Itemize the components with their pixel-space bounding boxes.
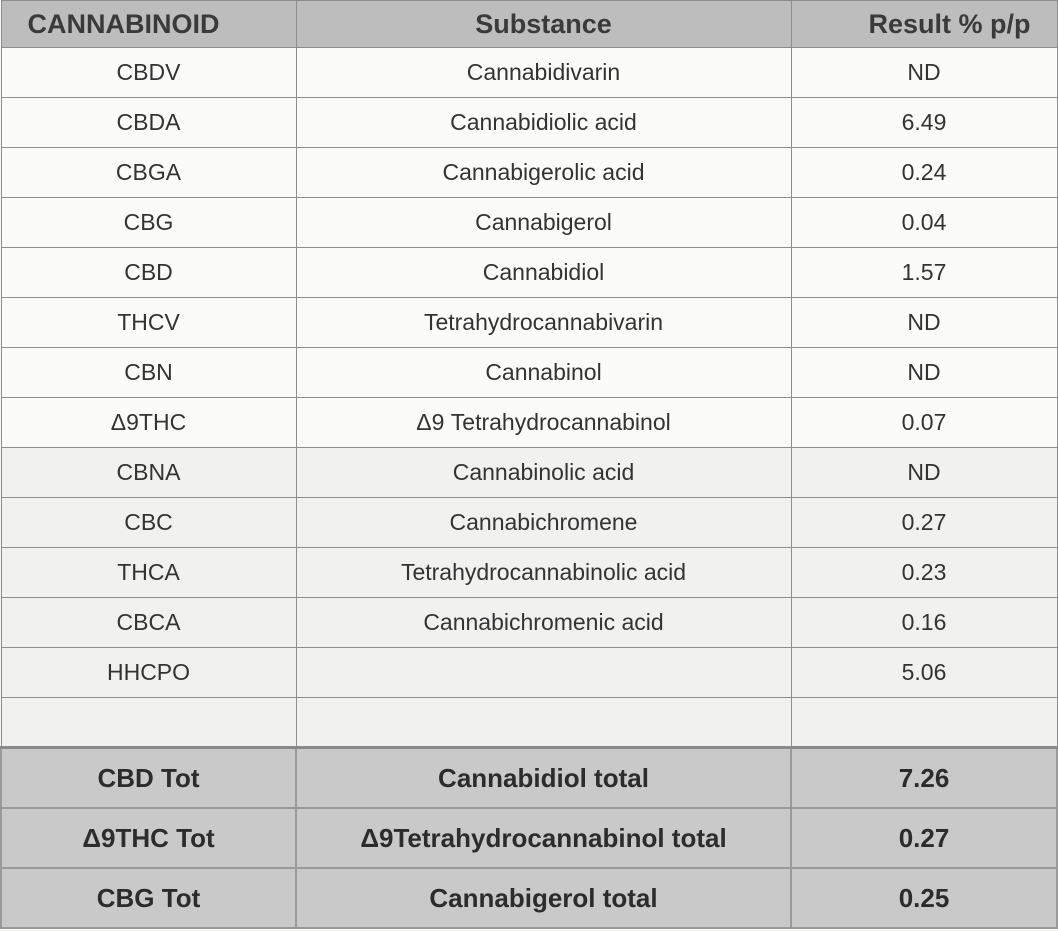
result-value: 1.57 — [791, 248, 1057, 298]
totals-section — [1, 748, 1057, 929]
result-value: 0.07 — [791, 398, 1057, 448]
total-substance: Cannabigerol total — [296, 868, 791, 928]
header-row — [1, 1, 1057, 48]
substance-name: Cannabinol — [296, 348, 791, 398]
table-row — [1, 348, 1057, 398]
substance-name: Cannabidivarin — [296, 48, 791, 98]
table-row — [1, 648, 1057, 698]
result-value: ND — [791, 298, 1057, 348]
table-header — [1, 1, 1057, 48]
table-row — [1, 198, 1057, 248]
result-value: ND — [791, 448, 1057, 498]
total-code: Δ9THC Tot — [1, 808, 296, 868]
table-row — [1, 148, 1057, 198]
total-code: CBG Tot — [1, 868, 296, 928]
header-substance: Substance — [296, 1, 791, 48]
cannabinoid-code: CBDA — [1, 98, 296, 148]
total-result: 0.27 — [791, 808, 1057, 868]
result-value: ND — [791, 48, 1057, 98]
cannabinoid-code: CBC — [1, 498, 296, 548]
substance-name: Tetrahydrocannabivarin — [296, 298, 791, 348]
cannabinoid-code: CBNA — [1, 448, 296, 498]
substance-name: Cannabigerolic acid — [296, 148, 791, 198]
table-row — [1, 598, 1057, 648]
result-value: ND — [791, 348, 1057, 398]
table-row — [1, 498, 1057, 548]
result-value — [791, 698, 1057, 748]
cannabinoid-code: CBG — [1, 198, 296, 248]
cannabinoid-code: THCV — [1, 298, 296, 348]
result-value: 0.24 — [791, 148, 1057, 198]
substance-name — [296, 648, 791, 698]
table-row — [1, 98, 1057, 148]
header-cannabinoid: CANNABINOID — [1, 1, 296, 48]
substance-name: Cannabichromenic acid — [296, 598, 791, 648]
cannabinoid-code: Δ9THC — [1, 398, 296, 448]
total-row — [1, 748, 1057, 809]
substance-name: Cannabidiolic acid — [296, 98, 791, 148]
substance-name: Tetrahydrocannabinolic acid — [296, 548, 791, 598]
substance-name: Cannabichromene — [296, 498, 791, 548]
total-substance: Δ9Tetrahydrocannabinol total — [296, 808, 791, 868]
cannabinoid-code: CBGA — [1, 148, 296, 198]
cannabinoid-code: CBD — [1, 248, 296, 298]
substance-name: Cannabigerol — [296, 198, 791, 248]
total-result: 7.26 — [791, 748, 1057, 809]
cannabinoid-code: THCA — [1, 548, 296, 598]
table-row — [1, 48, 1057, 98]
table-row — [1, 398, 1057, 448]
total-substance: Cannabidiol total — [296, 748, 791, 809]
result-value: 0.04 — [791, 198, 1057, 248]
table-row — [1, 448, 1057, 498]
cannabinoid-code — [1, 698, 296, 748]
table-row — [1, 298, 1057, 348]
result-value: 0.27 — [791, 498, 1057, 548]
total-row — [1, 808, 1057, 868]
result-value: 0.16 — [791, 598, 1057, 648]
substance-name: Cannabidiol — [296, 248, 791, 298]
cannabinoid-code: CBCA — [1, 598, 296, 648]
result-value: 5.06 — [791, 648, 1057, 698]
substance-name — [296, 698, 791, 748]
total-result: 0.25 — [791, 868, 1057, 928]
result-value: 6.49 — [791, 98, 1057, 148]
table-row — [1, 548, 1057, 598]
table-row — [1, 248, 1057, 298]
header-result: Result % p/p — [791, 1, 1057, 48]
substance-name: Cannabinolic acid — [296, 448, 791, 498]
cannabinoid-code: HHCPO — [1, 648, 296, 698]
table-body — [1, 48, 1057, 748]
total-code: CBD Tot — [1, 748, 296, 809]
table-row-empty — [1, 698, 1057, 748]
substance-name: Δ9 Tetrahydrocannabinol — [296, 398, 791, 448]
cannabinoid-code: CBN — [1, 348, 296, 398]
result-value: 0.23 — [791, 548, 1057, 598]
cannabinoid-code: CBDV — [1, 48, 296, 98]
total-row — [1, 868, 1057, 928]
